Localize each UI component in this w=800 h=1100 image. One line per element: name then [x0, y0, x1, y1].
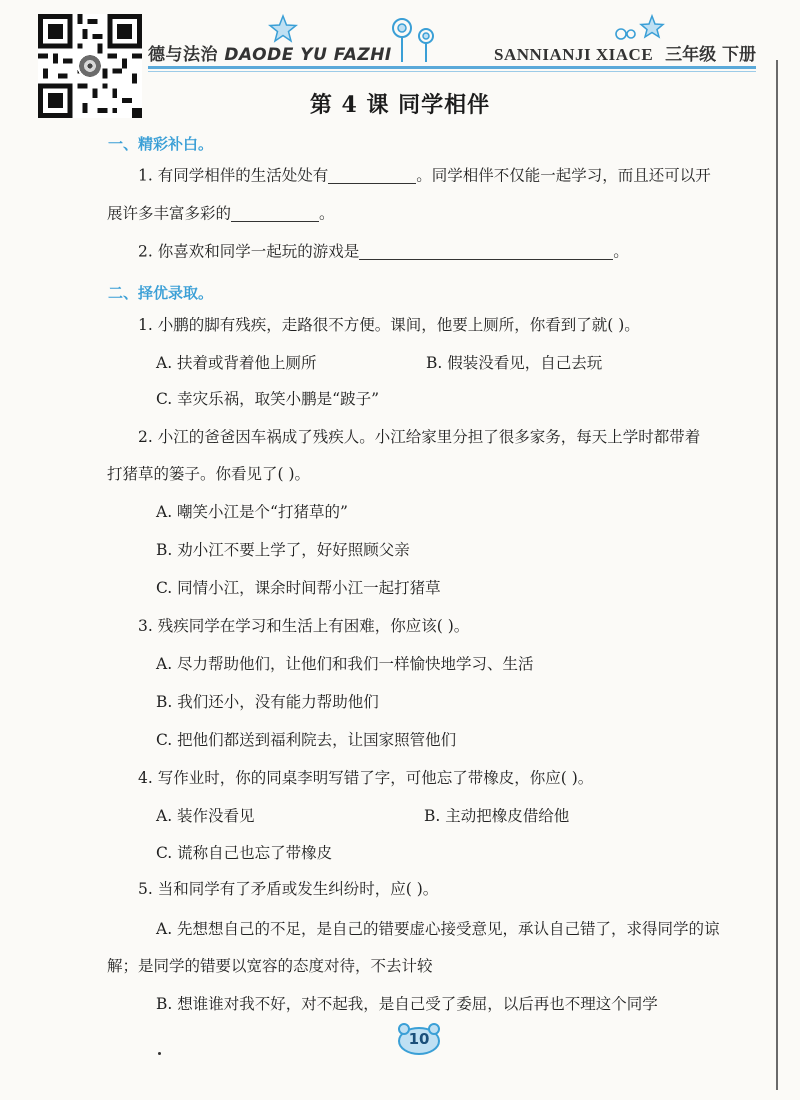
header-divider-thin [148, 71, 756, 72]
lesson-title: 第 4 课 同学相伴 [309, 92, 491, 118]
header-subject-pinyin: DAODE YU FAZHI [224, 45, 392, 65]
choice-option[interactable]: B. 我们还小，没有能力帮助他们 [156, 693, 379, 711]
question-text [138, 168, 711, 184]
header-grade-cn: 三年级 下册 [665, 45, 756, 65]
question-stem: 2. 小江的爸爸因车祸成了残疾人。小江给家里分担了很多家务，每天上学时都带着 [138, 428, 701, 446]
choice-option[interactable]: A. 嘲笑小江是个“打猪草的” [156, 503, 348, 521]
answer-blank[interactable] [328, 168, 416, 184]
question-text [107, 206, 335, 222]
choice-option[interactable]: B. 假装没看见，自己去玩 [426, 354, 603, 372]
question-text-part: 展许多丰富多彩的 [107, 204, 232, 223]
choice-option[interactable]: B. 劝小江不要上学了，好好照顾父亲 [156, 541, 410, 559]
page-number: 10 [408, 1030, 430, 1048]
header-grade [494, 40, 756, 65]
question-text-part: 1. 有同学相伴的生活处处有 [138, 166, 329, 185]
star-decoration-icon [268, 14, 298, 44]
choice-option[interactable]: A. 扶着或背着他上厕所 [156, 354, 317, 372]
choice-option[interactable]: A. 尽力帮助他们，让他们和我们一样愉快地学习、生活 [156, 655, 534, 673]
choice-option[interactable]: B. 主动把橡皮借给他 [424, 807, 570, 825]
question-text-part: 。 [319, 204, 335, 223]
question-text [138, 244, 629, 260]
header-divider [148, 66, 756, 69]
choice-option[interactable]: C. 幸灾乐祸，取笑小鹏是“跛子” [156, 390, 380, 408]
question-text-part: 。同学相伴不仅能一起学习，而且还可以开 [416, 166, 711, 185]
question-stem: 3. 残疾同学在学习和生活上有困难，你应该( )。 [138, 617, 470, 635]
flower-decoration-icon [388, 16, 440, 64]
choice-option-cont: 解；是同学的错要以宽容的态度对待，不去计较 [107, 957, 433, 975]
choice-option[interactable]: C. 谎称自己也忘了带橡皮 [156, 844, 333, 862]
question-stem-cont: 打猪草的篓子。你看见了( )。 [107, 465, 311, 483]
header-grade-pinyin: SANNIANJI XIACE [494, 45, 654, 64]
question-text-part: 2. 你喜欢和同学一起玩的游戏是 [138, 242, 360, 261]
question-stem: 4. 写作业时，你的同桌李明写错了字，可他忘了带橡皮，你应( )。 [138, 769, 594, 787]
choice-option[interactable]: A. 先想想自己的不足，是自己的错要虚心接受意见，承认自己错了，求得同学的谅 [156, 920, 720, 938]
section-heading-fill-blanks: 一、精彩补白。 [108, 135, 214, 153]
answer-blank[interactable] [231, 206, 319, 222]
question-text-part: 。 [613, 242, 629, 261]
choice-option[interactable]: C. 同情小江，课余时间帮小江一起打猪草 [156, 579, 441, 597]
choice-option[interactable]: C. 把他们都送到福利院去，让国家照管他们 [156, 731, 457, 749]
question-stem: 1. 小鹏的脚有残疾，走路很不方便。课间，他要上厕所，你看到了就( )。 [138, 316, 640, 334]
choice-option[interactable]: A. 装作没看见 [156, 807, 255, 825]
section-heading-choice: 二、择优录取。 [108, 284, 214, 302]
question-stem: 5. 当和同学有了矛盾或发生纠纷时，应( )。 [138, 880, 439, 898]
page-edge [776, 60, 778, 1090]
answer-blank[interactable] [359, 244, 613, 260]
header-subject-cn: 德与法治 [148, 45, 218, 65]
choice-option[interactable]: B. 想谁谁对我不好，对不起我，是自己受了委屈，以后再也不理这个同学 [156, 995, 658, 1013]
scan-dot [158, 1052, 161, 1055]
